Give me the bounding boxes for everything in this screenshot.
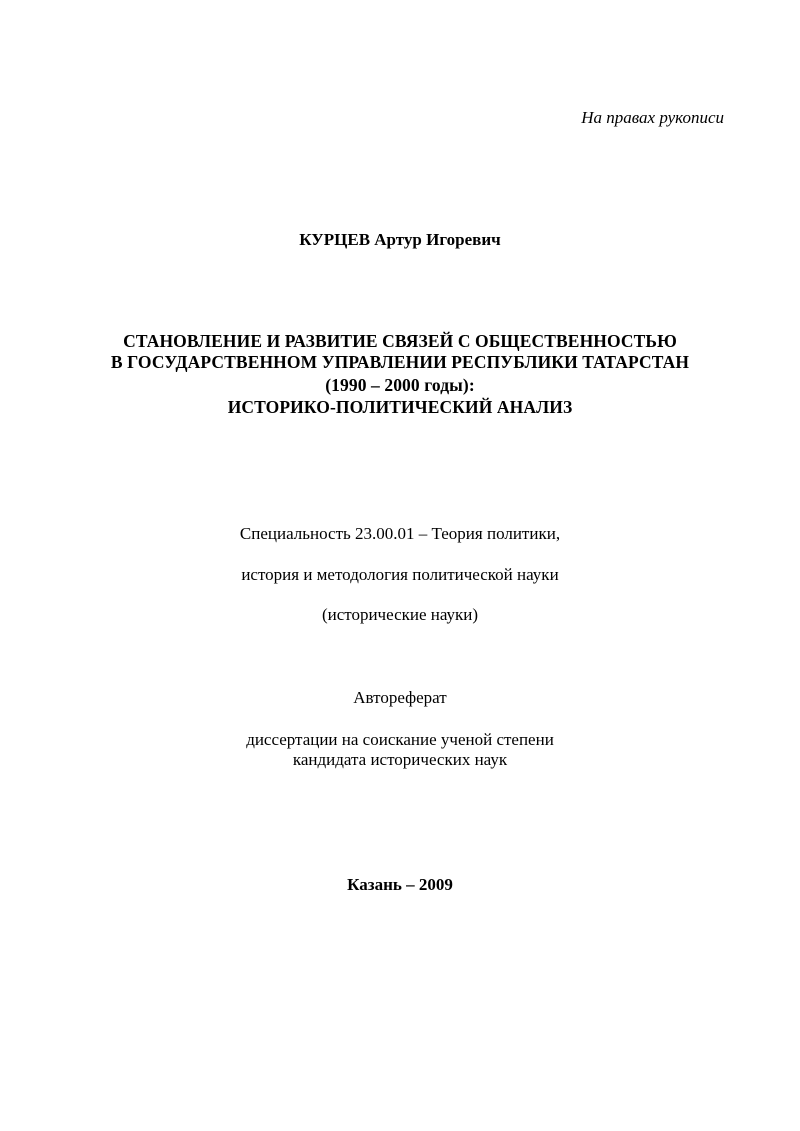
- specialty-line-2: история и методология политической науки: [241, 565, 559, 584]
- degree-line-1: диссертации на соискание ученой степени: [246, 730, 554, 749]
- specialty-line-1: Специальность 23.00.01 – Теория политики,: [239, 524, 561, 543]
- manuscript-note: На правах рукописи: [581, 108, 724, 127]
- title-line-1: СТАНОВЛЕНИЕ И РАЗВИТИЕ СВЯЗЕЙ С ОБЩЕСТВЕННОСТЬЮ: [123, 331, 677, 351]
- title-line-4: ИСТОРИКО-ПОЛИТИЧЕСКИЙ АНАЛИЗ: [227, 397, 573, 417]
- degree-line-2: кандидата исторических наук: [292, 750, 508, 769]
- title-line-2: В ГОСУДАРСТВЕННОМ УПРАВЛЕНИИ РЕСПУБЛИКИ ТАТАРСТАН: [110, 352, 690, 372]
- specialty-line-3: (исторические науки): [321, 605, 479, 624]
- author-name: КУРЦЕВ Артур Игоревич: [299, 230, 501, 249]
- city-year: Казань – 2009: [347, 875, 453, 894]
- document-type: Автореферат: [353, 688, 447, 707]
- title-line-3: (1990 – 2000 годы):: [325, 375, 475, 395]
